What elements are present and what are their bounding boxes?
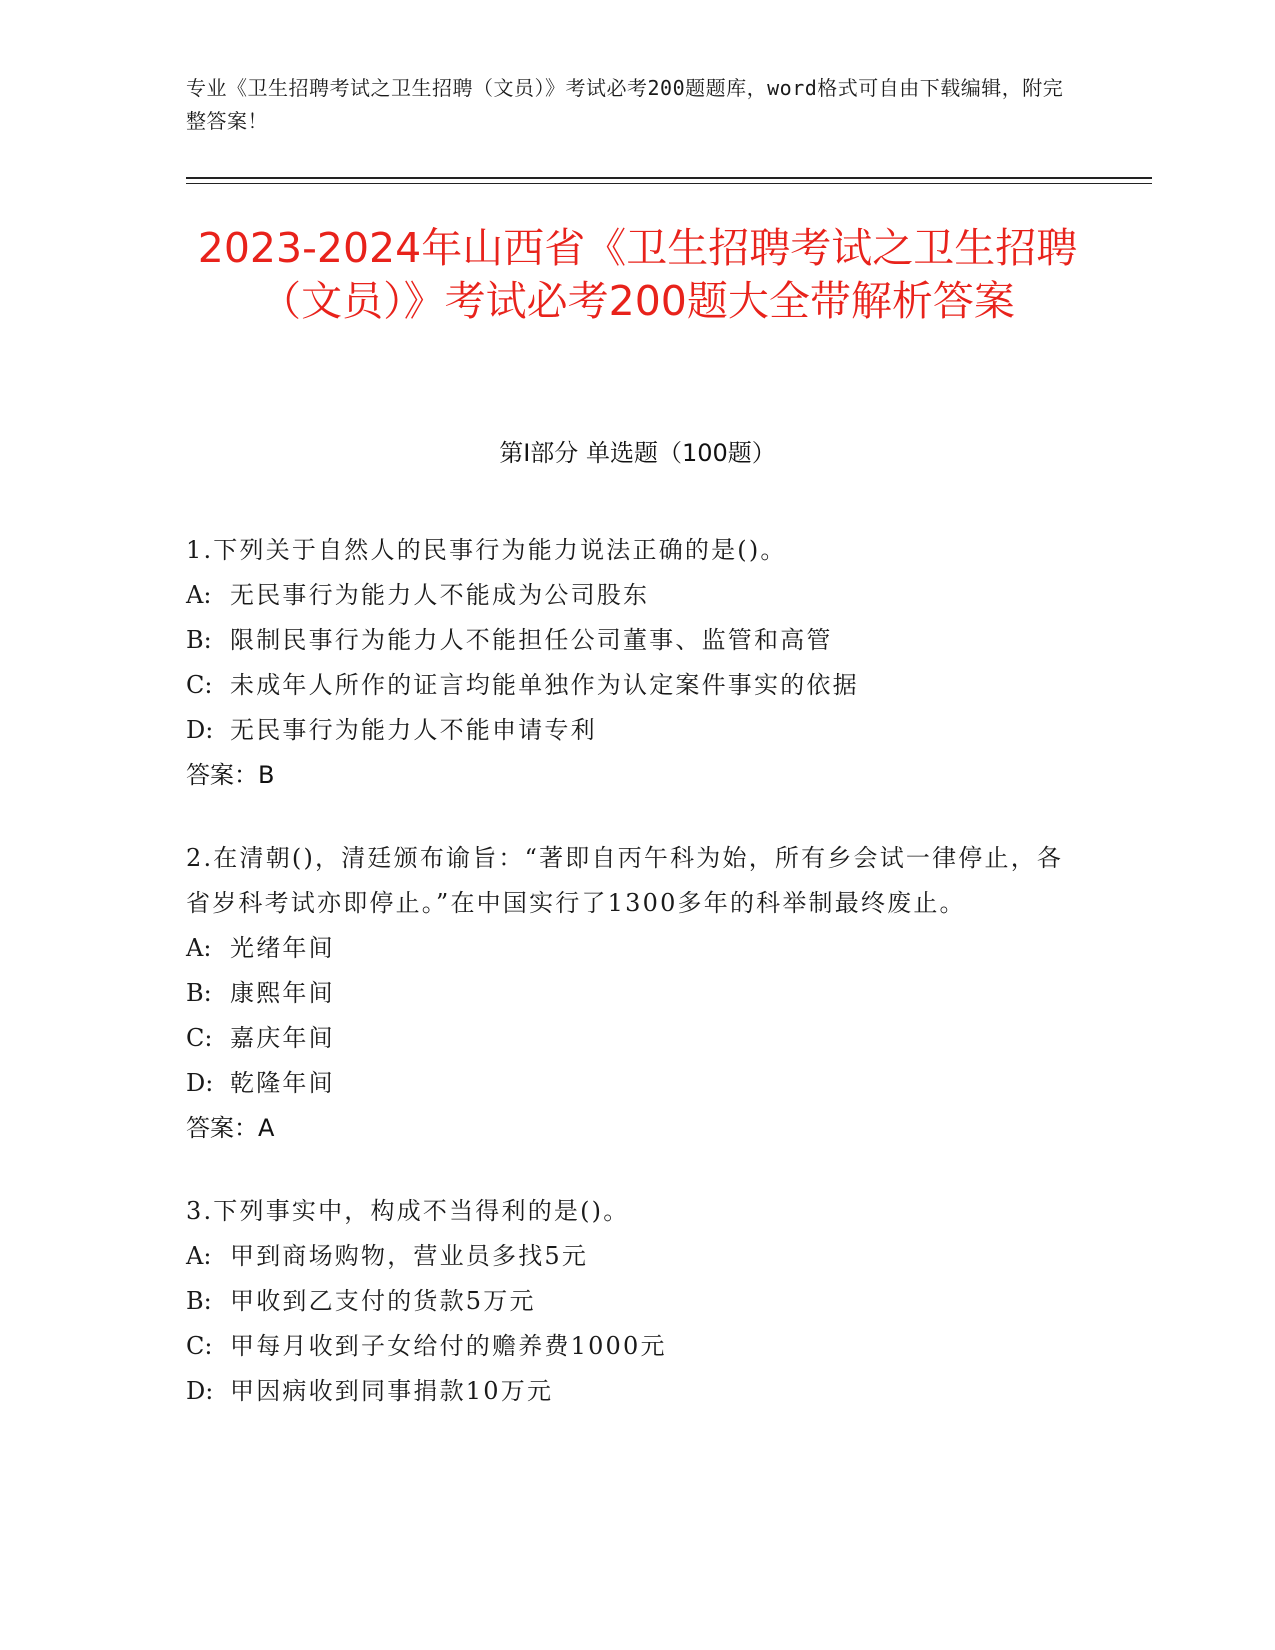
option-d	[186, 1369, 1086, 1414]
option-b	[186, 1279, 1086, 1324]
option-text: 限制民事行为能力人不能担任公司董事、监管和高管	[230, 626, 833, 654]
option-text: 甲到商场购物，营业员多找5元	[230, 1242, 589, 1270]
option-key: A:	[186, 934, 212, 962]
option-text: 甲收到乙支付的货款5万元	[230, 1287, 536, 1315]
header-note: 专业《卫生招聘考试之卫生招聘（文员）》考试必考200题题库，word格式可自由下载编辑，附完整答案！	[186, 76, 1064, 133]
option-text: 无民事行为能力人不能成为公司股东	[230, 581, 650, 609]
question-1	[186, 528, 1086, 798]
option-text: 未成年人所作的证言均能单独作为认定案件事实的依据	[230, 671, 859, 699]
option-key: B:	[186, 626, 212, 654]
option-a	[186, 926, 1086, 971]
option-b	[186, 971, 1086, 1016]
question-stem: 3.下列事实中，构成不当得利的是()。	[186, 1197, 630, 1225]
option-a	[186, 573, 1086, 618]
option-d	[186, 1061, 1086, 1106]
question-stem: 2.在清朝()，清廷颁布谕旨：“著即自丙午科为始，所有乡会试一律停止，各省岁科考试亦即停止。”在中国实行了1300多年的科举制最终废止。	[186, 844, 1064, 917]
option-a	[186, 1234, 1086, 1279]
option-key: A:	[186, 581, 212, 609]
option-text: 甲每月收到子女给付的赡养费1000元	[230, 1332, 667, 1360]
option-text: 光绪年间	[230, 934, 335, 962]
option-text: 乾隆年间	[230, 1069, 335, 1097]
option-key: D:	[186, 716, 214, 744]
question-stem: 1.下列关于自然人的民事行为能力说法正确的是()。	[186, 536, 787, 564]
option-key: C:	[186, 1332, 213, 1360]
option-key: D:	[186, 1069, 214, 1097]
header-rule	[186, 177, 1152, 179]
answer-label: 答案：B	[186, 761, 275, 789]
option-c	[186, 1324, 1086, 1369]
option-key: B:	[186, 979, 212, 1007]
answer-label: 答案：A	[186, 1114, 275, 1142]
question-list	[186, 528, 1086, 1452]
section-heading: 第Ⅰ部分 单选题（100题）	[499, 439, 776, 467]
option-c	[186, 663, 1086, 708]
option-key: D:	[186, 1377, 214, 1405]
header-rule-thin	[186, 183, 1152, 184]
option-key: A:	[186, 1242, 212, 1270]
option-key: B:	[186, 1287, 212, 1315]
option-key: C:	[186, 1024, 213, 1052]
option-text: 嘉庆年间	[230, 1024, 335, 1052]
option-text: 甲因病收到同事捐款10万元	[230, 1377, 554, 1405]
option-c	[186, 1016, 1086, 1061]
question-3	[186, 1189, 1086, 1414]
option-key: C:	[186, 671, 213, 699]
document-title: 2023-2024年山西省《卫生招聘考试之卫生招聘（文员）》考试必考200题大全带解析答案	[197, 224, 1078, 325]
option-b	[186, 618, 1086, 663]
question-2	[186, 836, 1086, 1151]
option-text: 康熙年间	[230, 979, 335, 1007]
option-text: 无民事行为能力人不能申请专利	[230, 716, 597, 744]
option-d	[186, 708, 1086, 753]
